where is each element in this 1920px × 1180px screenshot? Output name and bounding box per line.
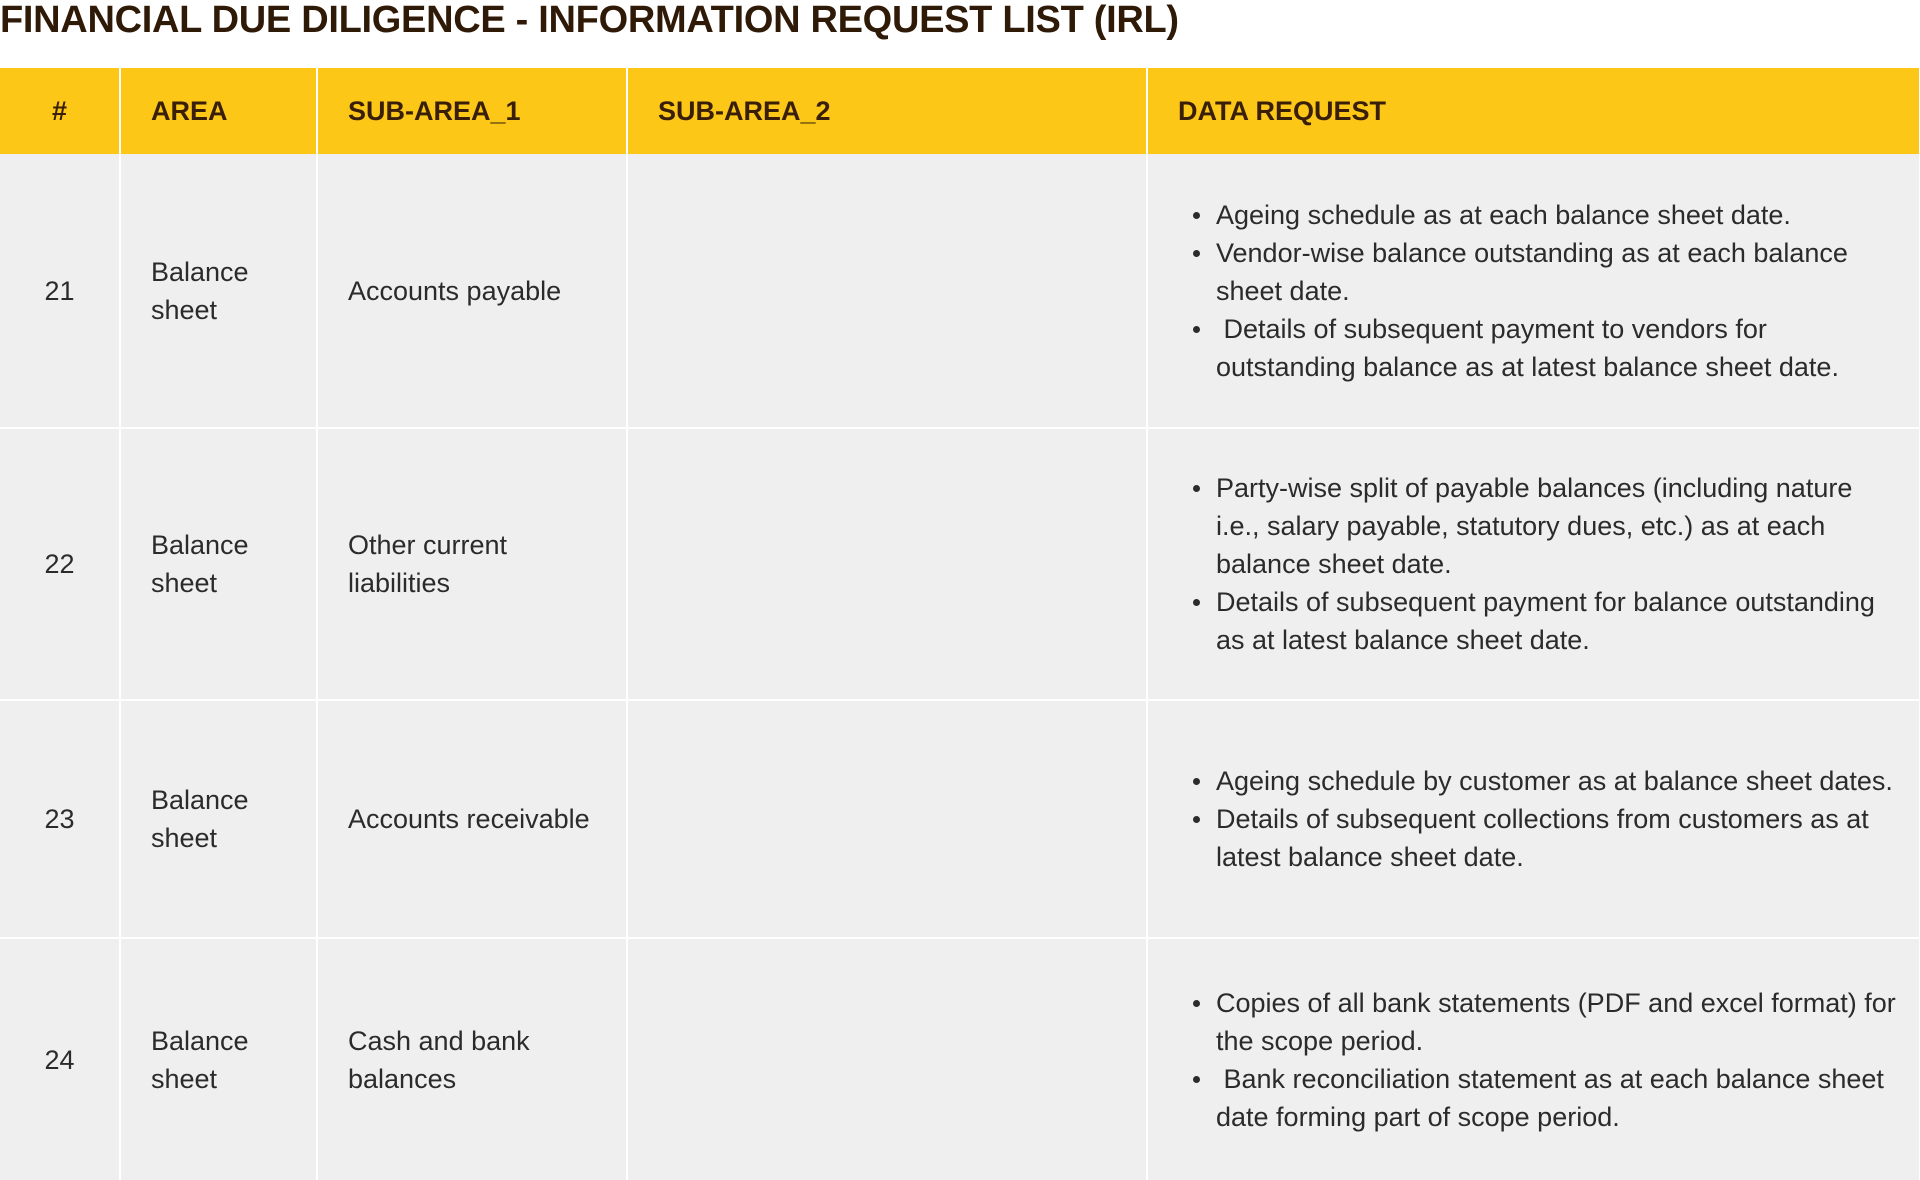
request-item: Vendor-wise balance outstanding as at each balance sheet date. <box>1216 234 1901 310</box>
request-item: Ageing schedule as at each balance sheet date. <box>1216 196 1901 234</box>
row-number: 24 <box>0 938 120 1180</box>
request-item: Details of subsequent collections from customers as at latest balance sheet date. <box>1216 800 1901 876</box>
area-cell: Balance sheet <box>120 938 317 1180</box>
request-item: Copies of all bank statements (PDF and excel format) for the scope period. <box>1216 984 1901 1060</box>
sub-area-1-cell: Accounts payable <box>317 154 627 428</box>
area-cell: Balance sheet <box>120 700 317 938</box>
data-request-cell <box>1147 938 1920 1180</box>
request-list <box>1176 469 1901 659</box>
document-title: FINANCIAL DUE DILIGENCE - INFORMATION REQUEST LIST (IRL) <box>0 0 1179 41</box>
table-row <box>0 700 1920 938</box>
table-body <box>0 154 1920 1180</box>
column-header-area: AREA <box>120 68 317 154</box>
sub-area-2-cell <box>627 154 1147 428</box>
row-number: 21 <box>0 154 120 428</box>
data-request-cell <box>1147 700 1920 938</box>
area-cell: Balance sheet <box>120 154 317 428</box>
sub-area-1-cell: Other current liabilities <box>317 428 627 700</box>
request-item: Details of subsequent payment to vendors for outstanding balance as at latest balance sheet date. <box>1216 310 1901 386</box>
sub-area-2-cell <box>627 428 1147 700</box>
request-list <box>1176 984 1901 1136</box>
sub-area-2-cell <box>627 700 1147 938</box>
request-item: Bank reconciliation statement as at each balance sheet date forming part of scope period. <box>1216 1060 1901 1136</box>
sub-area-1-cell: Cash and bank balances <box>317 938 627 1180</box>
column-header-sub-area-2: SUB-AREA_2 <box>627 68 1147 154</box>
header-row <box>0 68 1920 154</box>
request-item: Details of subsequent payment for balance outstanding as at latest balance sheet date. <box>1216 583 1901 659</box>
request-item: Ageing schedule by customer as at balance sheet dates. <box>1216 762 1901 800</box>
table-row <box>0 428 1920 700</box>
sub-area-1-cell: Accounts receivable <box>317 700 627 938</box>
area-cell: Balance sheet <box>120 428 317 700</box>
data-request-cell <box>1147 428 1920 700</box>
data-request-cell <box>1147 154 1920 428</box>
column-header-number: # <box>0 68 120 154</box>
request-item: Party-wise split of payable balances (including nature i.e., salary payable, statutory dues, etc.) as at each balance sheet date. <box>1216 469 1901 583</box>
request-list <box>1176 762 1901 876</box>
table-header <box>0 68 1920 154</box>
request-list <box>1176 196 1901 386</box>
column-header-data-request: DATA REQUEST <box>1147 68 1920 154</box>
column-header-sub-area-1: SUB-AREA_1 <box>317 68 627 154</box>
sub-area-2-cell <box>627 938 1147 1180</box>
row-number: 23 <box>0 700 120 938</box>
information-request-table <box>0 68 1920 1180</box>
table-row <box>0 154 1920 428</box>
row-number: 22 <box>0 428 120 700</box>
table-row <box>0 938 1920 1180</box>
